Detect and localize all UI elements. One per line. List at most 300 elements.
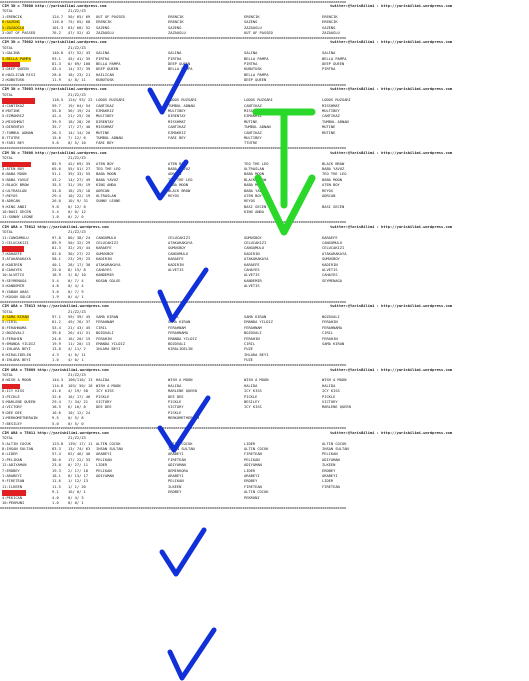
rank-col-4: PELIKAN <box>322 452 338 457</box>
rank-col-1: MISSHMAT <box>96 125 114 130</box>
rank-col-3: BLACK BROW <box>244 177 267 182</box>
rank-col-2: FIRETEAN <box>168 457 186 462</box>
total-score: 4.3 <box>52 352 59 357</box>
zone-scores: 0/ 12/ 0 <box>68 204 86 209</box>
total-score: 5.4 <box>52 278 59 283</box>
zone-scores: 49/ 76/ 37 <box>68 320 91 325</box>
rank-col-1: ULTRASLAN <box>96 193 116 198</box>
total-score: 81.2 <box>52 320 61 325</box>
rank-col-2: BLACK BROW <box>168 188 191 193</box>
rank-col-3: BASI GECEN <box>244 204 267 209</box>
zone-label: Z1/Z2/Z3 <box>68 45 86 50</box>
rank-col-3: ALVETIS <box>244 273 260 278</box>
total-label: TOTAL <box>2 9 14 14</box>
total-score: 19.9 <box>52 342 61 347</box>
total-score: 76.2 <box>52 30 61 35</box>
zone-scores: 19/ 64/ 54 <box>68 103 91 108</box>
total-score: 41.6 <box>52 389 61 394</box>
zone-scores: 50/ 65/ 69 <box>68 14 91 19</box>
zone-scores: 18/ 28/ 26 <box>68 119 91 124</box>
rank-col-3: LIDER <box>244 441 256 446</box>
zone-scores: 10/ 12/ 24 <box>68 410 91 415</box>
rank-col-1: TEO THE LEO <box>96 166 121 171</box>
rank-col-3: KUBUTUSK <box>244 67 262 72</box>
rank-col-4: DEEP QUEEN <box>322 61 345 66</box>
rank-col-2: REYOS <box>168 193 180 198</box>
rank-col-4: BOZOVALI <box>322 315 340 320</box>
zone-scores: 103/ 50/ 18 <box>68 383 93 388</box>
rank-col-3: CANGUMULU <box>244 246 264 251</box>
race-title: CIM ARA = 75613 http://yarisbilimi.wordpress.com <box>2 304 109 309</box>
total-score: 35.7 <box>52 125 61 130</box>
horse-name: 4:PEKICAN <box>2 495 22 500</box>
zone-scores: 0/ 4/ 1 <box>68 294 84 299</box>
total-score: 1.9 <box>52 294 59 299</box>
horse-name: 5:BABA YAVUZ <box>2 177 29 182</box>
total-score: 39.9 <box>52 119 61 124</box>
divider: ################################################################################################################################################################ <box>0 221 347 225</box>
horse-name: 0:IHLARA BEYI <box>2 358 31 363</box>
rank-col-2: ADIYAMAN <box>168 463 186 468</box>
rank-col-2: DEEP QUEEN <box>168 61 191 66</box>
rank-col-1: SAZENG <box>96 25 110 30</box>
total-score: 35.5 <box>52 183 61 188</box>
rank-col-2: DEE DEE <box>168 394 184 399</box>
rank-col-4: ZAZAOGLU <box>322 30 340 35</box>
total-label: TOTAL <box>2 45 14 50</box>
total-label: TOTAL <box>2 436 14 441</box>
rank-col-2: BOZOVALI <box>168 342 186 347</box>
zone-scores: 26/ 41/ 31 <box>68 331 91 336</box>
rank-col-1: KING ANDA <box>96 183 116 188</box>
rank-col-1: MULTIBEY <box>96 114 114 119</box>
horse-name: 1:IHLARA BEYI <box>2 347 31 352</box>
rank-col-4: FERAHIN <box>322 320 338 325</box>
zone-scores: 4/ 0/ 1 <box>68 358 84 363</box>
zone-scores: 0/ 5/ 10 <box>68 141 86 146</box>
total-score: 85.9 <box>52 161 61 166</box>
total-label: TOTAL <box>2 230 14 235</box>
rank-col-3: CANTIKAZ <box>244 103 262 108</box>
total-score: 58.1 <box>52 257 61 262</box>
zone-scores: 14/ 27/ 49 <box>68 177 91 182</box>
zone-scores: 139/ 17/ 11 <box>68 441 93 446</box>
total-score: 13.8 <box>52 347 61 352</box>
rank-col-4: ARABEYI <box>322 474 338 479</box>
rank-col-1: TUMBUL ADNAN <box>96 135 123 140</box>
rank-col-1: ICY KISS <box>96 389 114 394</box>
rank-col-1: KANDEMIR <box>96 273 114 278</box>
rank-col-1: EZMAKRIZ <box>96 109 114 114</box>
rank-col-1: KOSAN GOLGE <box>96 278 121 283</box>
rank-col-2: KADIRIN <box>168 262 184 267</box>
total-score: 1.0 <box>52 358 59 363</box>
horse-name: 2:CELUCAKIZI <box>2 241 29 246</box>
rank-col-1: BELLA PAMPA <box>96 61 121 66</box>
rank-col-2: CANTIKAZ <box>168 125 186 130</box>
zone-scores: 39/ 33/ 55 <box>68 172 91 177</box>
rank-col-1: GALINA <box>96 51 110 56</box>
rank-col-2: HALIDA <box>168 383 182 388</box>
horse-name: 11:ILKEEN <box>2 484 22 489</box>
rank-col-4: GUMUSBOY <box>322 257 340 262</box>
rank-col-3: ULTRASLAN <box>244 166 264 171</box>
total-score: 34.8 <box>52 188 61 193</box>
divider: ################################################################################################################################################################ <box>0 300 347 304</box>
total-score: 116.0 <box>52 20 64 25</box>
horse-name: 4:CANTIKAZ <box>2 103 25 108</box>
horse-name: 6:HAILICAN RISI <box>2 72 36 77</box>
rank-col-3: BELLA PAMPA <box>244 72 269 77</box>
zone-label: Z1/Z2/Z3 <box>68 436 86 441</box>
table-row <box>0 31 529 36</box>
rank-col-2: DEMIRKORA <box>168 468 188 473</box>
race-title: CIM 3N = 75608 http://yarisbilimi.wordpress.com <box>2 150 107 155</box>
horse-name: 2:BOZOVALI <box>2 331 25 336</box>
rank-col-1: EMANDA YILDIZ <box>96 342 125 347</box>
rank-col-3: PEKRUNI <box>244 495 260 500</box>
horse-name: 9:DEE DEE <box>2 410 22 415</box>
total-score: 65.0 <box>52 166 61 171</box>
rank-col-2: VICTORY <box>168 405 184 410</box>
horse-name: 12:ADIYAMAN <box>2 463 27 468</box>
total-score: 59.7 <box>52 103 61 108</box>
rank-col-2: ATAKARAKAYA <box>168 241 193 246</box>
rank-col-2: SAZENG <box>168 25 182 30</box>
total-score: 40.1 <box>52 262 61 267</box>
horse-name: 9:FARI BEY <box>2 141 25 146</box>
rank-col-2: PICKLE <box>168 399 182 404</box>
rank-col-4: IHSAN SULTAN <box>322 447 349 452</box>
zone-label: Z1/Z2/Z3 <box>68 9 86 14</box>
horse-name: 3:ATAKARAKAYA <box>2 257 31 262</box>
rank-col-1: OUT OF PASSED <box>96 14 125 19</box>
rank-col-1: IHSAN SULTAN <box>96 447 123 452</box>
rank-col-4: ALTIN COCUK <box>322 441 347 446</box>
rank-col-3: ICY KISS <box>244 389 262 394</box>
rank-col-2: MISSHMAT <box>168 119 186 124</box>
total-score: 11.9 <box>52 78 61 83</box>
zone-scores: 10/ 22/ 19 <box>68 193 91 198</box>
horse-name: 6:ICY KISS <box>2 389 25 394</box>
zone-scores: 47/ 52/ 42 <box>68 30 91 35</box>
rank-col-2: MULTIBEY <box>168 109 186 114</box>
horse-name: 4:PIRTRA <box>2 61 20 66</box>
horse-name: 5:EZMAKRIZ <box>2 114 25 119</box>
rank-col-3: BELLA PAMPA <box>244 56 269 61</box>
rank-col-1: HAILICAN <box>96 72 114 77</box>
total-score: 97.8 <box>52 235 61 240</box>
rank-col-3: SAZENG <box>244 20 258 25</box>
rank-col-4: GALINA <box>322 51 336 56</box>
horse-name: 1:ARABEYI <box>2 474 22 479</box>
rank-col-2: PIRTRA <box>168 56 182 61</box>
divider: ################################################################################################################################################################ <box>0 506 347 510</box>
rank-col-1: CANTIKAZ <box>96 103 114 108</box>
rank-col-1: DIRENTAY <box>96 119 114 124</box>
zone-scores: 0/ 0/ 1 <box>68 500 84 505</box>
race-title: CIM ARA = 75612 http://yarisbilimi.wordpress.com <box>2 224 109 229</box>
zone-scores: 18/ 23/ 21 <box>68 72 91 77</box>
total-score: 29.4 <box>52 399 61 404</box>
horse-name: 8:WISH A MOON <box>2 378 31 383</box>
total-score: 1.0 <box>52 215 59 220</box>
total-score: 28.0 <box>52 72 61 77</box>
rank-col-2: WISH A MOON <box>168 378 193 383</box>
rank-col-2: SAMA KIRAN <box>168 320 191 325</box>
rank-col-3: ARABEYI <box>244 474 260 479</box>
total-score: 124.7 <box>52 14 64 19</box>
rank-col-4: CELUCAKIZI <box>322 246 345 251</box>
zone-scores: 14/ 37/ 39 <box>68 67 91 72</box>
zone-scores: 21/ 25/ 20 <box>68 114 91 119</box>
total-score: 89.9 <box>52 241 61 246</box>
rank-col-1: ERENCIK <box>96 20 112 25</box>
rank-col-4: FERAHIN <box>322 336 338 341</box>
rank-col-4: ATAKARAKAYA <box>322 251 347 256</box>
zone-scores: 18/ 25/ 18 <box>68 188 91 193</box>
twitter-link: twitter:@YarisBilimi : http://yarisbilimi.wordpress.com <box>330 4 453 8</box>
rank-col-4: ADIYAMAN <box>322 457 340 462</box>
rank-col-1: BOZOVALI <box>96 331 114 336</box>
rank-col-2: ZAZAOGLU <box>168 30 186 35</box>
rank-col-3: PIRTRA <box>244 61 258 66</box>
zone-scores: 106/116/ 13 <box>68 378 93 383</box>
rank-col-4: ILKEEN <box>322 463 336 468</box>
rank-col-1: CIRIL <box>96 325 108 330</box>
zone-scores: 50/ 32/ 29 <box>68 241 91 246</box>
rank-col-2: ALVETIS <box>168 267 184 272</box>
horse-name: 6:SAZENG <box>2 20 20 25</box>
rank-col-1: MUTINE <box>96 130 110 135</box>
rank-col-2: PICKLE <box>168 410 182 415</box>
total-score: 4.0 <box>52 495 59 500</box>
horse-name: 8:IHSAN SULTAN <box>2 447 34 452</box>
rank-col-4: ERDBEY <box>322 468 336 473</box>
horse-name: 4:ULTRASLAN <box>2 188 27 193</box>
rank-col-3: CANTIKAZ <box>244 130 262 135</box>
rank-col-4: ERENCIK <box>322 14 338 19</box>
zone-scores: 16/ 20/ 15 <box>68 336 91 341</box>
rank-col-4: SAMA KIRAN <box>322 342 345 347</box>
horse-name: 7:TUMBUL ADNAN <box>2 130 34 135</box>
total-score: 53.4 <box>52 325 61 330</box>
zone-label: Z1/Z2/Z3 <box>68 309 86 314</box>
rank-col-3: TEO THE LEO <box>244 161 269 166</box>
zone-scores: 56/ 19/ 24 <box>68 109 91 114</box>
rank-col-3: ALVETIS <box>244 284 260 289</box>
rank-col-2: ALTIN COCUK <box>168 441 193 446</box>
rank-col-3: GUMUSBOY <box>244 235 262 240</box>
total-score: 1.0 <box>52 500 59 505</box>
zone-scores: 63/ 68/ 52 <box>68 25 91 30</box>
horse-name: 7:KOSAN GOLGE <box>2 294 31 299</box>
rank-col-3: TUMBUL ADNAN <box>244 125 271 130</box>
rank-col-4: WISH A MOON <box>322 378 347 383</box>
zone-scores: 7/ 12/ 6 <box>68 135 86 140</box>
zone-scores: 0/ 4/ 4 <box>68 284 84 289</box>
rank-col-2: MERKOMETHERAIN <box>168 416 200 421</box>
rank-col-3: LIDER <box>244 468 256 473</box>
zone-scores: 8/ 15/ 8 <box>68 267 86 272</box>
rank-col-1: KARAEFE <box>96 246 112 251</box>
rank-col-1: FERAHNAM <box>96 320 114 325</box>
zone-scores: 75/ 65/ 68 <box>68 20 91 25</box>
total-score: 62.0 <box>52 251 61 256</box>
horse-name: 2:PELIKAN <box>2 457 22 462</box>
rank-col-4: VICTORY <box>322 399 338 404</box>
rank-col-2: FERAHNAM <box>168 325 186 330</box>
horse-name: 9:KING ANDI <box>2 204 27 209</box>
rank-col-1: ATAKARAKAYA <box>96 262 121 267</box>
total-score: 23.0 <box>52 463 61 468</box>
rank-col-1: DEE DEE <box>96 405 112 410</box>
total-score: 9.5 <box>52 416 59 421</box>
total-score: 18.9 <box>52 273 61 278</box>
rank-col-3: WISH A MOON <box>244 378 269 383</box>
zone-scores: 0/ 4/ 3 <box>68 495 84 500</box>
rank-col-3: ATAKARAKAYA <box>244 257 269 262</box>
rank-col-3: ICY KISS <box>244 405 262 410</box>
rank-col-4: CANGUMULU <box>322 241 342 246</box>
rank-col-1: DEEP QUEEN <box>96 67 119 72</box>
rank-col-4: SAZENG <box>322 25 336 30</box>
rank-col-1: WISH A MOON <box>96 383 121 388</box>
zone-scores: 80/ 38/ 24 <box>68 235 91 240</box>
rank-col-4: BABA YAVUZ <box>322 166 345 171</box>
total-label: TOTAL <box>2 92 14 97</box>
total-label: TOTAL <box>2 156 14 161</box>
rank-col-3: MISSHMAT <box>244 109 262 114</box>
rank-col-1: ARABEYI <box>96 452 112 457</box>
twitter-link: twitter:@YarisBilimi : http://yarisbilimi.wordpress.com <box>330 40 453 45</box>
zone-scores: 6/ 16/ 8 <box>68 405 86 410</box>
zone-scores: 21/ 43/ 45 <box>68 325 91 330</box>
table-row <box>0 501 529 506</box>
rank-col-4: MULTIBEY <box>322 109 340 114</box>
horse-name: 10:PEKRUNI <box>2 500 25 505</box>
zone-label: Z1/Z2/Z3 <box>68 156 86 161</box>
rank-col-1: PICKLE <box>96 394 110 399</box>
horse-name: 1:MERKOMETHERAIN <box>2 416 38 421</box>
rank-col-3: PELIKAN <box>244 457 260 462</box>
horse-name: 3:OUT OF PASSED <box>2 30 36 35</box>
rank-col-3: FERAHIN <box>244 336 260 341</box>
divider: ################################################################################################################################################################ <box>0 147 347 151</box>
zone-scores: 8/ 13/ 17 <box>68 474 88 479</box>
total-score: 83.3 <box>52 447 61 452</box>
rank-col-1: SUNNY LEONE <box>96 199 121 204</box>
horse-name: 3:DEEP QUEEN <box>2 67 29 72</box>
rank-col-2: BABA MOON <box>168 183 188 188</box>
horse-name: 2:MISSHMAT <box>2 119 25 124</box>
rank-col-3: HALIDA <box>244 383 258 388</box>
rank-col-1: ALTIN COCUK <box>96 441 121 446</box>
zone-scores: 4/ 8/ 11 <box>68 78 86 83</box>
rank-col-3: REYOS <box>244 199 256 204</box>
table-row <box>0 422 529 427</box>
horse-name: 7:KARAEFE <box>2 251 22 256</box>
rank-col-2: BELLA PAMPA <box>168 67 193 72</box>
rank-col-4: TUMBUL ADNAN <box>322 119 349 124</box>
rank-col-2: TEO THE LEO <box>168 177 193 182</box>
rank-col-2: DIRENTAY <box>168 114 186 119</box>
horse-name: 3:PICKLE <box>2 394 20 399</box>
zone-scores: 62/ 46/ 40 <box>68 452 91 457</box>
zone-scores: 2/ 17/ 18 <box>68 468 88 473</box>
horse-name: 2:BLACK BROW <box>2 183 29 188</box>
horse-name: 11:CANGUMULU <box>2 235 29 240</box>
rank-col-1: ATEN BOY <box>96 161 114 166</box>
rank-col-3: CIRIL <box>244 342 256 347</box>
total-score: 123.8 <box>52 441 64 446</box>
zone-scores: 4/ 19/ 58 <box>68 389 88 394</box>
rank-col-3: FERAHNAM <box>244 325 262 330</box>
rank-col-3: ZAZAOGLU <box>244 25 262 30</box>
horse-name: 6:KADIRIN <box>2 262 22 267</box>
divider: ################################################################################################################################################################ <box>0 83 347 87</box>
table-row <box>0 141 529 146</box>
rank-col-1: LODOS RUZGARI <box>96 98 125 103</box>
rank-col-4: CIRIL <box>322 331 334 336</box>
total-score: 29.4 <box>52 193 61 198</box>
rank-col-3: KADIRIN <box>244 251 260 256</box>
race-title: CIM ARA = 75611 http://yarisbilimi.wordpress.com <box>2 430 109 435</box>
zone-label: Z1/Z2/Z3 <box>68 92 86 97</box>
rank-col-1: KUBUTUSK <box>96 78 114 83</box>
rank-col-1: GUMUSBOY <box>96 251 114 256</box>
rank-col-2: FARI BEY <box>168 135 186 140</box>
zone-scores: 7/ 34/ 21 <box>68 399 88 404</box>
race-title: CIM ARA = 75609 http://yarisbilimi.wordpress.com <box>2 367 109 372</box>
zone-scores: 47/ 52/ 43 <box>68 51 91 56</box>
horse-name: 1:LODOS RUZGARI <box>2 98 36 103</box>
horse-name: 10:ALVETIS <box>2 273 25 278</box>
rank-col-1: PIRTRA <box>96 56 110 61</box>
rank-col-2: ERDBEY <box>168 490 182 495</box>
twitter-link: twitter:@YarisBilimi : http://yarisbilimi.wordpress.com <box>330 150 453 155</box>
rank-col-3: KANDEMIR <box>244 278 262 283</box>
horse-name: 3:DIRENTAY <box>2 125 25 130</box>
rank-col-2: CIRIL <box>168 315 180 320</box>
rank-col-4: MUTINE <box>322 125 336 130</box>
horse-name: 5:KANDEMIR <box>2 284 25 289</box>
zone-scores: 16/ 17/ 46 <box>68 394 91 399</box>
total-score: 5.4 <box>52 210 59 215</box>
rank-col-2: CELUCAKIZI <box>168 235 191 240</box>
total-score: 101.3 <box>52 25 64 30</box>
horse-name: 5:ZAZAOGLU <box>2 25 25 30</box>
rank-col-2: ATEN BOY <box>168 161 186 166</box>
total-score: 30.0 <box>52 457 61 462</box>
rank-col-1: BABA MOON <box>96 172 116 177</box>
twitter-link: twitter:@YarisBilimi : http://yarisbilimi.wordpress.com <box>330 224 453 229</box>
rank-col-1: FARI BEY <box>96 141 114 146</box>
rank-col-2: CANGUMULU <box>168 251 188 256</box>
zone-scores: 59/ 39/ 45 <box>68 315 91 320</box>
rank-col-3: BABA MOON <box>244 172 264 177</box>
rank-col-4: CANTIKAZ <box>322 114 340 119</box>
rank-col-3: ERENCIK <box>244 14 260 19</box>
rank-col-1: ZAZAOGLU <box>96 30 114 35</box>
rank-col-1: ADIYAMAN <box>96 474 114 479</box>
rank-col-4: FERAHNAMA <box>322 325 342 330</box>
rank-col-4: BELLA PAMPA <box>322 56 347 61</box>
rank-col-4: HALIDA <box>322 383 336 388</box>
rank-col-3: FIRETEAN <box>244 484 262 489</box>
horse-name: 4:SAMA KIRAN <box>2 315 29 320</box>
rank-col-3: FIRETEAN <box>244 452 262 457</box>
